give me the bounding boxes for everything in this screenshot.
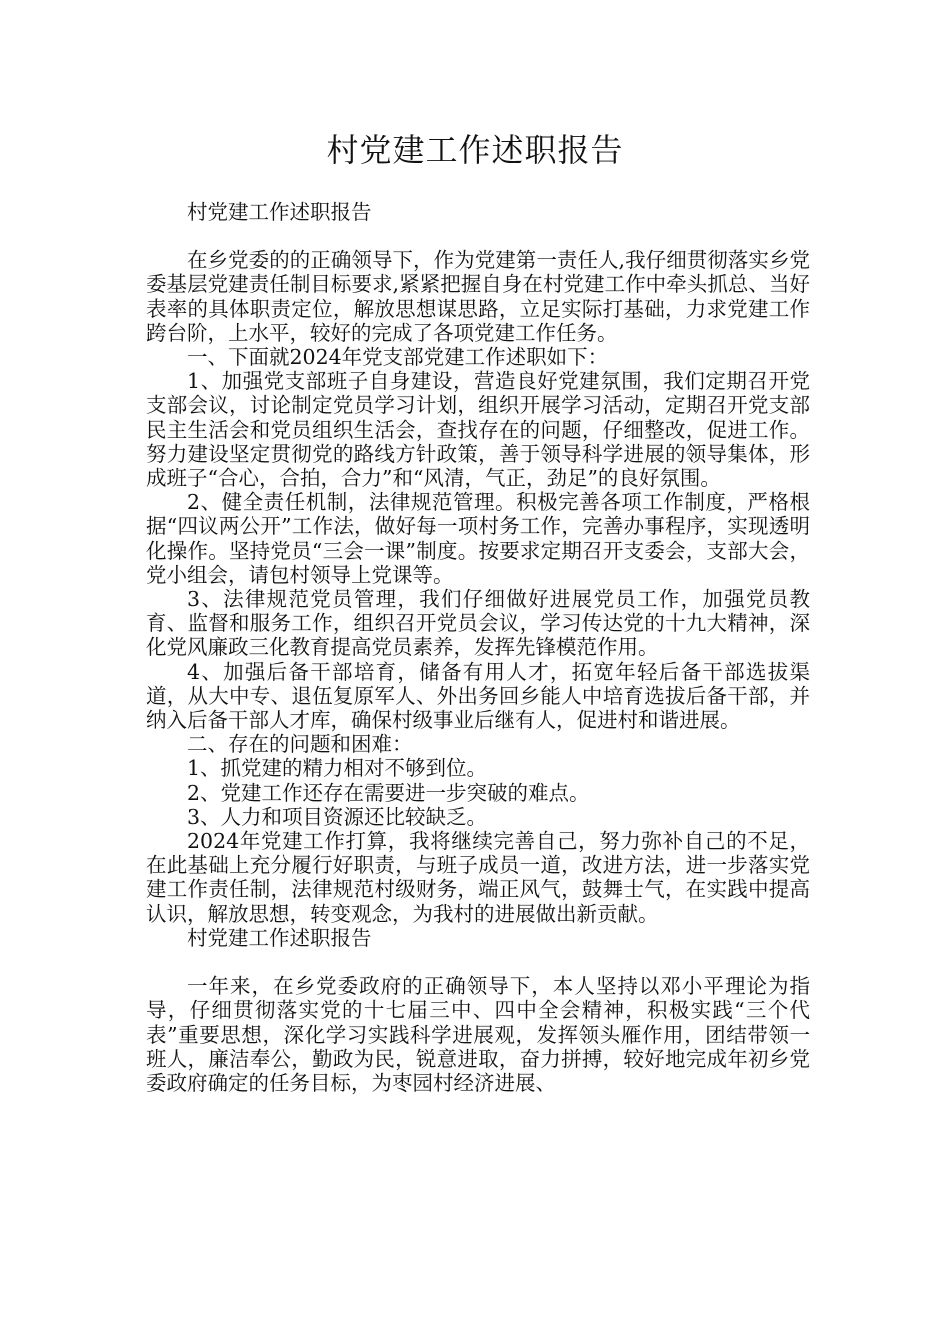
- section-heading-2: 二、存在的问题和困难：: [187, 732, 413, 757]
- problem-item-1: 1、抓党建的精力相对不够到位。: [187, 756, 488, 781]
- problem-item-2: 2、党建工作还存在需要进一步突破的难点。: [187, 780, 590, 805]
- document-title: 村党建工作述职报告: [326, 131, 624, 169]
- intro-paragraph: 在乡党委的的正确领导下，作为党建第一责任人,我仔细贯彻落实乡党委基层党建责任制目标要求,紧紧把握自身在村党建工作中牵头抓总、当好表率的具体职责定位，解放思想谋思路，立足实际打基础，力求党建工作跨台阶，上水平，较好的完成了各项党建工作任务。: [146, 248, 810, 345]
- second-report-paragraph: 一年来，在乡党委政府的正确领导下，本人坚持以邓小平理论为指导，仔细贯彻落实党的十七届三中、四中全会精神，积极实践“三个代表”重要思想，深化学习实践科学进展观，发挥领头雁作用，团结带领一班人，廉洁奉公，勤政为民，锐意进取，奋力拼搏，较好地完成年初乡党委政府确定的任务目标，为枣园村经济进展、: [146, 974, 810, 1095]
- item-paragraph-4: 4、加强后备干部培育，储备有用人才，拓宽年轻后备干部选拔渠道，从大中专、退伍复原军人、外出务回乡能人中培育选拔后备干部，并纳入后备干部人才库，确保村级事业后继有人，促进村和谐进展。: [146, 659, 810, 733]
- item-paragraph-2: 2、健全责任机制，法律规范管理。积极完善各项工作制度，严格根据“四议两公开”工作法，做好每一项村务工作，完善办事程序，实现透明化操作。坚持党员“三会一课”制度。按要求定期召开支委会，支部大会，党小组会，请包村领导上党课等。: [146, 490, 810, 587]
- second-report-title: 村党建工作述职报告: [187, 925, 372, 950]
- item-paragraph-3: 3、法律规范党员管理，我们仔细做好进展党员工作，加强党员教育、监督和服务工作，组织召开党员会议，学习传达党的十九大精神，深化党风廉政三化教育提高党员素养，发挥先锋模范作用。: [146, 587, 810, 660]
- subtitle-paragraph: 村党建工作述职报告: [187, 200, 372, 224]
- plan-paragraph: 2024年党建工作打算，我将继续完善自己，努力弥补自己的不足，在此基础上充分履行好职责，与班子成员一道，改进方法，进一步落实党建工作责任制，法律规范村级财务，端正风气，鼓舞士气，在实践中提高认识，解放思想，转变观念，为我村的进展做出新贡献。: [146, 829, 810, 926]
- item-paragraph-1: 1、加强党支部班子自身建设，营造良好党建氛围，我们定期召开党支部会议，讨论制定党员学习计划，组织开展学习活动，定期召开党支部民主生活会和党员组织生活会，查找存在的问题，仔细整改，促进工作。努力建设坚定贯彻党的路线方针政策，善于领导科学进展的领导集体，形成班子“合心，合拍，合力”和“风清，气正，劲足”的良好氛围。: [146, 369, 810, 491]
- section-heading-1: 一、下面就2024年党支部党建工作述职如下：: [187, 345, 609, 370]
- problem-item-3: 3、人力和项目资源还比较缺乏。: [187, 804, 488, 829]
- document-body: [146, 200, 810, 1095]
